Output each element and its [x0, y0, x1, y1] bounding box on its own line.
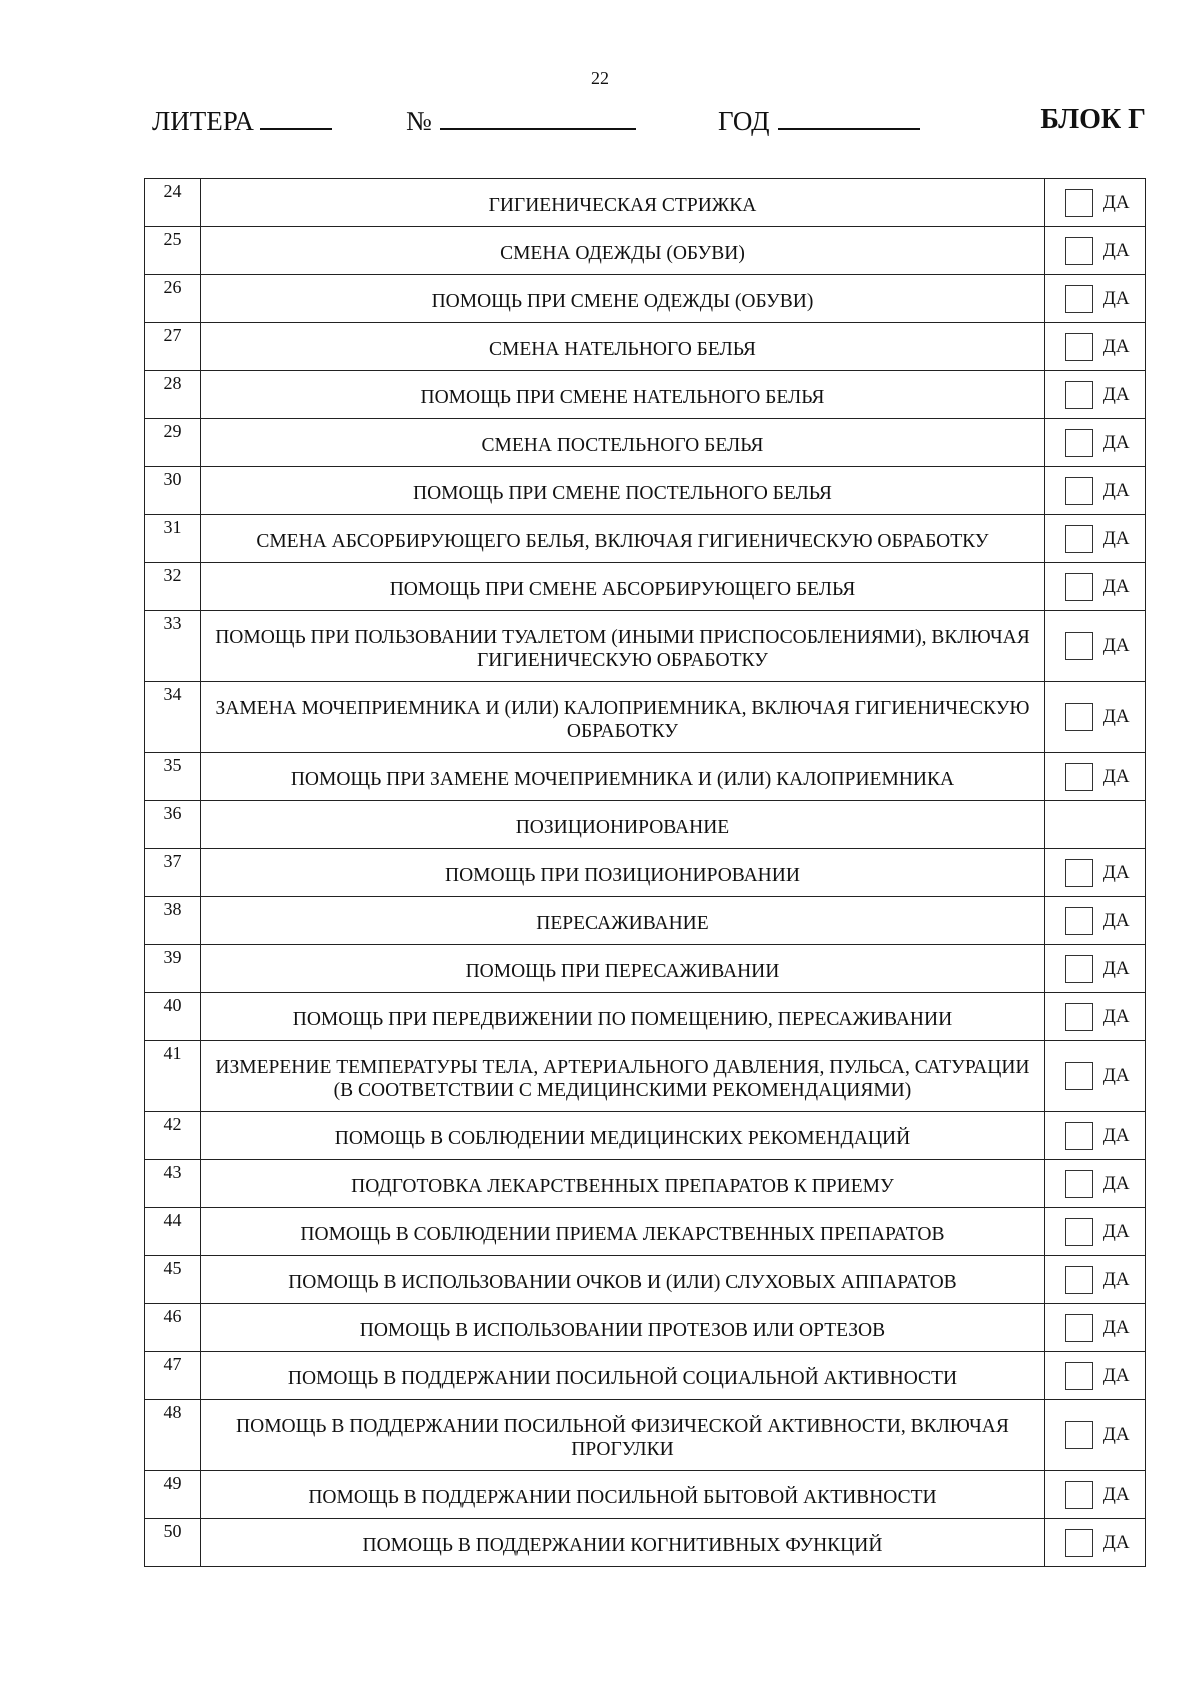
yes-checkbox-label: ДА — [1102, 1364, 1130, 1386]
yes-checkbox-label: ДА — [1102, 861, 1130, 883]
yes-checkbox-group — [1045, 955, 1145, 983]
year-field — [718, 104, 920, 137]
yes-checkbox-label: ДА — [1102, 287, 1130, 309]
row-check-cell — [1044, 419, 1145, 467]
row-check-cell — [1044, 1112, 1145, 1160]
row-check-cell — [1044, 371, 1145, 419]
row-check-cell — [1044, 563, 1145, 611]
yes-checkbox[interactable] — [1065, 429, 1093, 457]
row-description: ПОМОЩЬ В СОБЛЮДЕНИИ ПРИЕМА ЛЕКАРСТВЕННЫХ ПРЕПАРАТОВ — [201, 1208, 1045, 1256]
year-label: ГОД — [718, 106, 770, 136]
yes-checkbox-label: ДА — [1102, 479, 1130, 501]
row-check-cell — [1044, 897, 1145, 945]
yes-checkbox-group — [1045, 573, 1145, 601]
row-number: 48 — [145, 1400, 201, 1471]
yes-checkbox[interactable] — [1065, 1062, 1093, 1090]
yes-checkbox[interactable] — [1065, 1314, 1093, 1342]
litera-label: ЛИТЕРА — [152, 106, 254, 136]
yes-checkbox-group — [1045, 189, 1145, 217]
row-description: ПОМОЩЬ В ПОДДЕРЖАНИИ ПОСИЛЬНОЙ СОЦИАЛЬНОЙ АКТИВНОСТИ — [201, 1352, 1045, 1400]
row-number: 29 — [145, 419, 201, 467]
yes-checkbox[interactable] — [1065, 333, 1093, 361]
yes-checkbox[interactable] — [1065, 525, 1093, 553]
yes-checkbox[interactable] — [1065, 237, 1093, 265]
row-check-cell — [1044, 945, 1145, 993]
yes-checkbox[interactable] — [1065, 859, 1093, 887]
row-description: СМЕНА НАТЕЛЬНОГО БЕЛЬЯ — [201, 323, 1045, 371]
yes-checkbox[interactable] — [1065, 1266, 1093, 1294]
row-description: ПОМОЩЬ ПРИ ПОЗИЦИОНИРОВАНИИ — [201, 849, 1045, 897]
yes-checkbox[interactable] — [1065, 703, 1093, 731]
table-row — [145, 1400, 1146, 1471]
row-number: 39 — [145, 945, 201, 993]
row-number: 33 — [145, 611, 201, 682]
yes-checkbox-label: ДА — [1102, 1220, 1130, 1242]
yes-checkbox-group — [1045, 285, 1145, 313]
row-number: 27 — [145, 323, 201, 371]
table-row — [145, 1471, 1146, 1519]
yes-checkbox-group — [1045, 1170, 1145, 1198]
row-number: 25 — [145, 227, 201, 275]
row-description: СМЕНА ПОСТЕЛЬНОГО БЕЛЬЯ — [201, 419, 1045, 467]
row-check-cell — [1044, 1304, 1145, 1352]
row-description: ПОМОЩЬ ПРИ ПЕРЕСАЖИВАНИИ — [201, 945, 1045, 993]
table-row — [145, 682, 1146, 753]
row-check-cell — [1044, 515, 1145, 563]
yes-checkbox-group — [1045, 1003, 1145, 1031]
number-label: № — [406, 106, 432, 136]
yes-checkbox-label: ДА — [1102, 431, 1130, 453]
yes-checkbox[interactable] — [1065, 632, 1093, 660]
table-row — [145, 1160, 1146, 1208]
row-number: 45 — [145, 1256, 201, 1304]
yes-checkbox-group — [1045, 859, 1145, 887]
row-check-cell — [1044, 1471, 1145, 1519]
yes-checkbox[interactable] — [1065, 1481, 1093, 1509]
yes-checkbox-label: ДА — [1102, 1424, 1130, 1445]
table-row — [145, 275, 1146, 323]
row-description: ПОЗИЦИОНИРОВАНИЕ — [201, 801, 1045, 849]
table-row — [145, 945, 1146, 993]
row-check-cell — [1044, 611, 1145, 682]
row-description: ПОМОЩЬ ПРИ СМЕНЕ ОДЕЖДЫ (ОБУВИ) — [201, 275, 1045, 323]
row-number: 43 — [145, 1160, 201, 1208]
row-number: 24 — [145, 179, 201, 227]
row-description: ПОМОЩЬ В ПОДДЕРЖАНИИ КОГНИТИВНЫХ ФУНКЦИЙ — [201, 1519, 1045, 1567]
yes-checkbox-label: ДА — [1102, 1065, 1130, 1086]
yes-checkbox[interactable] — [1065, 1003, 1093, 1031]
row-number: 44 — [145, 1208, 201, 1256]
yes-checkbox[interactable] — [1065, 189, 1093, 217]
yes-checkbox[interactable] — [1065, 763, 1093, 791]
row-description: ПОМОЩЬ ПРИ ЗАМЕНЕ МОЧЕПРИЕМНИКА И (ИЛИ) КАЛОПРИЕМНИКА — [201, 753, 1045, 801]
row-number: 50 — [145, 1519, 201, 1567]
table-row — [145, 849, 1146, 897]
row-check-cell — [1044, 753, 1145, 801]
table-row — [145, 753, 1146, 801]
yes-checkbox-label: ДА — [1102, 957, 1130, 979]
yes-checkbox-group — [1045, 632, 1145, 660]
row-description: ПЕРЕСАЖИВАНИЕ — [201, 897, 1045, 945]
services-table — [144, 178, 1146, 1567]
yes-checkbox[interactable] — [1065, 907, 1093, 935]
yes-checkbox-label: ДА — [1102, 335, 1130, 357]
yes-checkbox-group — [1045, 525, 1145, 553]
yes-checkbox-label: ДА — [1102, 706, 1130, 727]
yes-checkbox-group — [1045, 237, 1145, 265]
row-number: 40 — [145, 993, 201, 1041]
yes-checkbox-label: ДА — [1102, 1316, 1130, 1338]
row-number: 49 — [145, 1471, 201, 1519]
yes-checkbox-group — [1045, 1529, 1145, 1557]
row-check-cell — [1044, 1256, 1145, 1304]
yes-checkbox-group — [1045, 1266, 1145, 1294]
row-number: 36 — [145, 801, 201, 849]
yes-checkbox[interactable] — [1065, 1529, 1093, 1557]
yes-checkbox[interactable] — [1065, 285, 1093, 313]
row-check-cell — [1044, 849, 1145, 897]
yes-checkbox-group — [1045, 477, 1145, 505]
yes-checkbox-group — [1045, 1481, 1145, 1509]
yes-checkbox[interactable] — [1065, 477, 1093, 505]
yes-checkbox-label: ДА — [1102, 1483, 1130, 1505]
table-row — [145, 419, 1146, 467]
row-description: ГИГИЕНИЧЕСКАЯ СТРИЖКА — [201, 179, 1045, 227]
row-check-cell — [1044, 1041, 1145, 1112]
table-row — [145, 1519, 1146, 1567]
number-field — [406, 104, 636, 137]
yes-checkbox-label: ДА — [1102, 575, 1130, 597]
row-number: 37 — [145, 849, 201, 897]
yes-checkbox[interactable] — [1065, 573, 1093, 601]
number-input-line[interactable] — [440, 104, 636, 130]
row-check-cell — [1044, 682, 1145, 753]
table-row — [145, 563, 1146, 611]
row-check-cell — [1044, 1160, 1145, 1208]
table-row — [145, 897, 1146, 945]
yes-checkbox-label: ДА — [1102, 1124, 1130, 1146]
row-number: 46 — [145, 1304, 201, 1352]
yes-checkbox-label: ДА — [1102, 383, 1130, 405]
row-check-cell — [1044, 275, 1145, 323]
yes-checkbox[interactable] — [1065, 1122, 1093, 1150]
table-row — [145, 323, 1146, 371]
yes-checkbox-group — [1045, 1421, 1145, 1449]
yes-checkbox-label: ДА — [1102, 527, 1130, 549]
row-check-cell — [1044, 993, 1145, 1041]
yes-checkbox[interactable] — [1065, 1421, 1093, 1449]
yes-checkbox-label: ДА — [1102, 239, 1130, 261]
yes-checkbox[interactable] — [1065, 1362, 1093, 1390]
table-row — [145, 1041, 1146, 1112]
year-input-line[interactable] — [778, 104, 920, 130]
row-description: ПОМОЩЬ В ПОДДЕРЖАНИИ ПОСИЛЬНОЙ ФИЗИЧЕСКОЙ АКТИВНОСТИ, ВКЛЮЧАЯ ПРОГУЛКИ — [201, 1400, 1045, 1471]
row-number: 30 — [145, 467, 201, 515]
yes-checkbox-label: ДА — [1102, 909, 1130, 931]
row-description: СМЕНА АБСОРБИРУЮЩЕГО БЕЛЬЯ, ВКЛЮЧАЯ ГИГИЕНИЧЕСКУЮ ОБРАБОТКУ — [201, 515, 1045, 563]
table-row — [145, 611, 1146, 682]
table-row — [145, 227, 1146, 275]
table-row — [145, 467, 1146, 515]
row-check-cell — [1044, 1519, 1145, 1567]
table-row — [145, 1256, 1146, 1304]
yes-checkbox-group — [1045, 1314, 1145, 1342]
yes-checkbox-group — [1045, 1362, 1145, 1390]
yes-checkbox-label: ДА — [1102, 1531, 1130, 1553]
row-number: 42 — [145, 1112, 201, 1160]
row-description: ПОМОЩЬ В ПОДДЕРЖАНИИ ПОСИЛЬНОЙ БЫТОВОЙ АКТИВНОСТИ — [201, 1471, 1045, 1519]
yes-checkbox[interactable] — [1065, 1170, 1093, 1198]
row-number: 31 — [145, 515, 201, 563]
row-description: ПОМОЩЬ ПРИ СМЕНЕ НАТЕЛЬНОГО БЕЛЬЯ — [201, 371, 1045, 419]
yes-checkbox-group — [1045, 429, 1145, 457]
row-number: 32 — [145, 563, 201, 611]
litera-field — [152, 104, 332, 137]
row-check-cell — [1044, 1400, 1145, 1471]
row-description: ИЗМЕРЕНИЕ ТЕМПЕРАТУРЫ ТЕЛА, АРТЕРИАЛЬНОГО ДАВЛЕНИЯ, ПУЛЬСА, САТУРАЦИИ (В СООТВЕТСТВИИ С МЕДИЦИНСКИМИ РЕКОМЕНДАЦИЯМИ) — [201, 1041, 1045, 1112]
table-row — [145, 1112, 1146, 1160]
services-table-body — [145, 179, 1146, 1567]
yes-checkbox-label: ДА — [1102, 1268, 1130, 1290]
yes-checkbox-group — [1045, 381, 1145, 409]
row-description: ПОМОЩЬ В ИСПОЛЬЗОВАНИИ ПРОТЕЗОВ ИЛИ ОРТЕЗОВ — [201, 1304, 1045, 1352]
form-header — [152, 104, 1146, 140]
yes-checkbox-label: ДА — [1102, 191, 1130, 213]
yes-checkbox-group — [1045, 907, 1145, 935]
yes-checkbox-label: ДА — [1102, 635, 1130, 656]
yes-checkbox[interactable] — [1065, 381, 1093, 409]
yes-checkbox[interactable] — [1065, 955, 1093, 983]
row-number: 28 — [145, 371, 201, 419]
row-description: ПОМОЩЬ ПРИ СМЕНЕ ПОСТЕЛЬНОГО БЕЛЬЯ — [201, 467, 1045, 515]
row-description: ПОМОЩЬ ПРИ СМЕНЕ АБСОРБИРУЮЩЕГО БЕЛЬЯ — [201, 563, 1045, 611]
row-check-cell — [1044, 179, 1145, 227]
row-number: 26 — [145, 275, 201, 323]
row-description: ПОДГОТОВКА ЛЕКАРСТВЕННЫХ ПРЕПАРАТОВ К ПРИЕМУ — [201, 1160, 1045, 1208]
yes-checkbox-group — [1045, 703, 1145, 731]
row-description: СМЕНА ОДЕЖДЫ (ОБУВИ) — [201, 227, 1045, 275]
row-number: 38 — [145, 897, 201, 945]
block-label: БЛОК Г — [1040, 104, 1146, 135]
yes-checkbox-label: ДА — [1102, 765, 1130, 787]
yes-checkbox[interactable] — [1065, 1218, 1093, 1246]
yes-checkbox-group — [1045, 763, 1145, 791]
table-row — [145, 993, 1146, 1041]
yes-checkbox-group — [1045, 333, 1145, 361]
row-check-cell — [1044, 467, 1145, 515]
table-row — [145, 371, 1146, 419]
row-number: 47 — [145, 1352, 201, 1400]
table-row — [145, 179, 1146, 227]
row-check-cell — [1044, 1208, 1145, 1256]
table-row — [145, 1352, 1146, 1400]
row-check-cell — [1044, 323, 1145, 371]
row-check-cell — [1044, 227, 1145, 275]
table-row — [145, 515, 1146, 563]
row-description: ПОМОЩЬ В ИСПОЛЬЗОВАНИИ ОЧКОВ И (ИЛИ) СЛУХОВЫХ АППАРАТОВ — [201, 1256, 1045, 1304]
row-number: 41 — [145, 1041, 201, 1112]
row-number: 35 — [145, 753, 201, 801]
row-check-cell — [1044, 801, 1145, 849]
table-row — [145, 801, 1146, 849]
yes-checkbox-group — [1045, 1122, 1145, 1150]
table-row — [145, 1304, 1146, 1352]
yes-checkbox-group — [1045, 1218, 1145, 1246]
row-description: ПОМОЩЬ В СОБЛЮДЕНИИ МЕДИЦИНСКИХ РЕКОМЕНДАЦИЙ — [201, 1112, 1045, 1160]
litera-input-line[interactable] — [260, 104, 332, 130]
row-description: ПОМОЩЬ ПРИ ПОЛЬЗОВАНИИ ТУАЛЕТОМ (ИНЫМИ ПРИСПОСОБЛЕНИЯМИ), ВКЛЮЧАЯ ГИГИЕНИЧЕСКУЮ ОБРАБОТКУ — [201, 611, 1045, 682]
page-number: 22 — [591, 68, 609, 88]
yes-checkbox-group — [1045, 1062, 1145, 1090]
row-check-cell — [1044, 1352, 1145, 1400]
table-row — [145, 1208, 1146, 1256]
row-description: ПОМОЩЬ ПРИ ПЕРЕДВИЖЕНИИ ПО ПОМЕЩЕНИЮ, ПЕРЕСАЖИВАНИИ — [201, 993, 1045, 1041]
yes-checkbox-label: ДА — [1102, 1172, 1130, 1194]
yes-checkbox-label: ДА — [1102, 1005, 1130, 1027]
row-number: 34 — [145, 682, 201, 753]
row-description: ЗАМЕНА МОЧЕПРИЕМНИКА И (ИЛИ) КАЛОПРИЕМНИКА, ВКЛЮЧАЯ ГИГИЕНИЧЕСКУЮ ОБРАБОТКУ — [201, 682, 1045, 753]
